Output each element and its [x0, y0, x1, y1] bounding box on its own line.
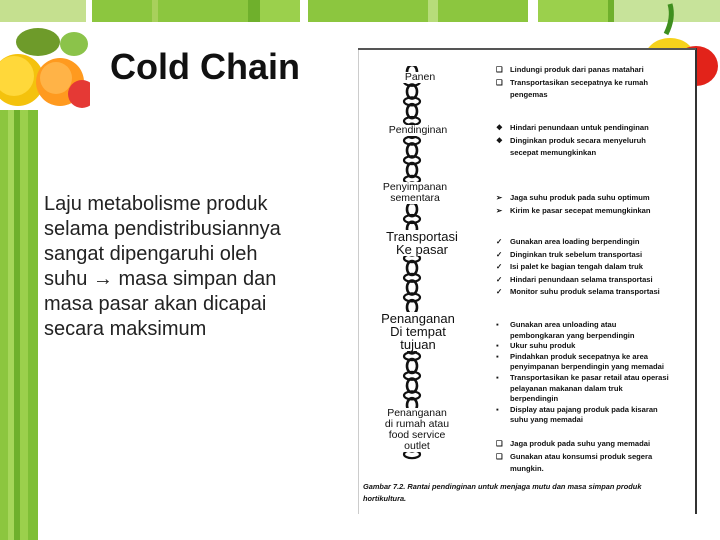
note-text: Dinginkan truk sebelum transportasi	[510, 249, 643, 259]
note-text: Display atau pajang produk pada kisaran	[510, 404, 658, 414]
slide-title: Cold Chain	[110, 46, 300, 87]
body-paragraph	[44, 192, 334, 342]
stage-line: Panen	[404, 71, 436, 83]
stage-label-panen	[394, 72, 446, 83]
note-text: berpendingin	[510, 394, 559, 404]
note-text: Gunakan area unloading atau	[510, 320, 617, 329]
stage-line: outlet	[404, 440, 430, 452]
notes-group-penyimpanan	[496, 192, 690, 217]
bullet-icon: ▪	[496, 372, 499, 382]
bullet-icon: ▪	[496, 351, 499, 361]
stage-label-rumah	[374, 408, 460, 452]
notes-group-rumah	[496, 438, 690, 476]
top-stripe-bar	[0, 0, 720, 22]
note-text: Gunakan area loading berpendingin	[510, 237, 640, 246]
notes-group-panen	[496, 64, 690, 102]
stage-line: Pendinginan	[388, 124, 448, 136]
bullet-icon: ❑	[496, 65, 503, 74]
fruit-illustration	[0, 22, 90, 110]
body-line: secara maksimum	[44, 318, 207, 340]
bullet-icon: ▪	[496, 404, 499, 414]
stage-line: Penanganan	[387, 407, 447, 419]
note-text: suhu yang memadai	[510, 415, 584, 425]
body-line: sangat dipengaruhi oleh	[44, 243, 258, 265]
stage-line: Penyimpanan	[382, 181, 448, 193]
stage-label-tujuan	[372, 312, 464, 351]
note-text: Lindungi produk dari panas matahari	[510, 65, 644, 74]
note-text: Hindari penundaan selama transportasi	[510, 274, 653, 284]
note-text: Monitor suhu produk selama transportasi	[510, 287, 660, 296]
stage-label-penyimpanan	[372, 182, 458, 204]
note-text: Transportasikan ke pasar retail atau operasi	[510, 372, 669, 382]
stage-line: sementara	[390, 192, 440, 204]
note-text: pengemas	[510, 90, 548, 99]
note-text: Jaga produk pada suhu yang memadai	[510, 439, 651, 448]
notes-group-transportasi	[496, 236, 690, 299]
figure-top-rule	[358, 48, 696, 50]
bullet-icon: ✓	[496, 262, 503, 271]
body-line: suhu → masa simpan dan	[44, 268, 277, 290]
note-text: Pindahkan produk secepatnya ke area	[510, 351, 649, 361]
note-text: Hindari penundaan untuk pendinginan	[510, 123, 649, 132]
bullet-icon: ✓	[496, 237, 503, 246]
bullet-icon: ➢	[496, 193, 503, 202]
bullet-icon: ✓	[496, 249, 503, 259]
stage-line: Transportasi	[386, 229, 458, 244]
bullet-icon: ❖	[496, 123, 503, 132]
body-line: selama pendistribusiannya	[44, 218, 281, 240]
bullet-icon: ▪	[496, 341, 499, 351]
stage-line: food service	[388, 429, 446, 441]
note-text: penyimpanan berpendingin yang memadai	[510, 362, 665, 372]
note-text: pembongkaran yang berpendingin	[510, 330, 635, 340]
note-text: mungkin.	[510, 464, 544, 473]
stage-line: Ke pasar	[395, 242, 449, 257]
bullet-icon: ❑	[496, 439, 503, 448]
bullet-icon: ✓	[496, 287, 503, 296]
note-text: Ukur suhu produk	[510, 341, 576, 351]
note-text: Gunakan atau konsumsi produk segera	[510, 451, 653, 461]
stage-line: Penanganan	[381, 311, 455, 326]
note-text: Transportasikan secepatnya ke rumah	[510, 77, 649, 87]
note-text: pelayanan makanan dalam truk	[510, 383, 623, 393]
stage-label-transportasi	[374, 230, 470, 256]
bullet-icon: ➢	[496, 205, 503, 215]
note-text: secepat memungkinkan	[510, 148, 597, 157]
note-text: Dinginkan produk secara menyeluruh	[510, 135, 646, 145]
caption-line: hortikultura.	[363, 494, 407, 503]
figure-caption	[363, 481, 693, 505]
bullet-icon: ❑	[496, 77, 503, 87]
body-line: masa pasar akan dicapai	[44, 293, 267, 315]
note-text: Isi palet ke bagian tengah dalam truk	[510, 262, 643, 271]
stage-line: di rumah atau	[384, 418, 450, 430]
notes-group-tujuan	[496, 320, 690, 426]
stage-label-pendinginan	[378, 125, 458, 136]
bullet-icon: ❑	[496, 451, 503, 461]
bullet-icon: ❖	[496, 135, 503, 145]
bullet-icon: ✓	[496, 274, 503, 284]
note-text: Jaga suhu produk pada suhu optimum	[510, 193, 650, 202]
note-text: Kirim ke pasar secepat memungkinkan	[510, 205, 651, 215]
caption-line: Gambar 7.2. Rantai pendinginan untuk menjaga mutu dan masa simpan produk	[363, 482, 642, 491]
bullet-icon: ▪	[496, 320, 499, 329]
stage-line: Di tempat	[390, 324, 446, 339]
stage-line: tujuan	[400, 337, 436, 352]
notes-group-pendinginan	[496, 122, 690, 160]
body-line: Laju metabolisme produk	[44, 193, 268, 215]
